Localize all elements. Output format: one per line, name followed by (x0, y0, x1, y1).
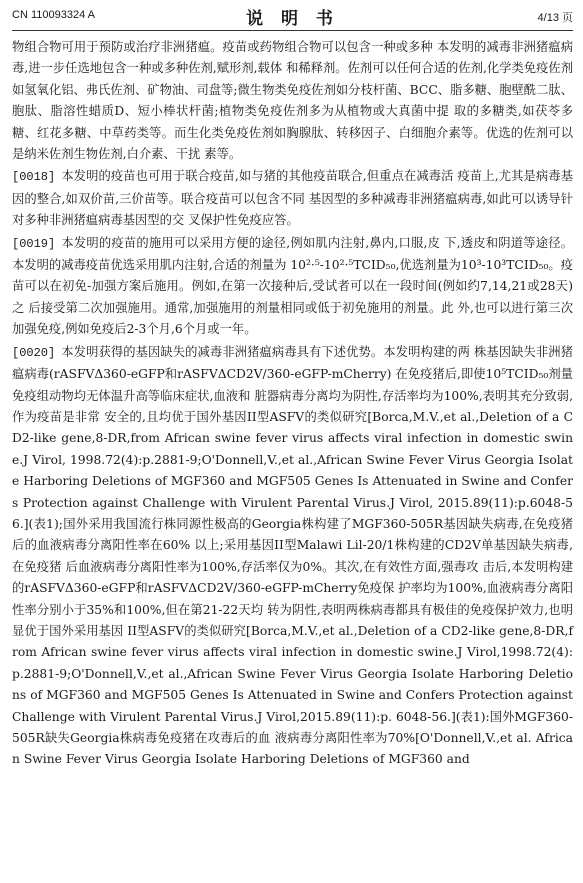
paragraph-continued (12, 37, 573, 165)
paragraph-text: 本发明的疫苗的施用可以采用方便的途径,例如肌内注射,鼻内,口服,皮 下,透皮和阴道等途径。本发明的减毒疫苗优选采用肌内注射,合适的剂量为 10²·⁵-10²·⁵TCID₅₀,优选剂量为10³-10³TCID₅₀。疫苗可以在初免-加强方案后施用。例如,在第一次接种后,受试者可以在一段时间(例如约7,14,21或28天)之 后接受第二次加强施用。通常,加强施用的剂量相同或低于初免施用的剂量。此 外,也可以进行第三次加强免疫,例如免疫后2-3个月,6个月或一年。 (12, 235, 574, 337)
doc-number: CN 110093324 A (12, 9, 95, 21)
paragraph-0020 (12, 342, 573, 771)
paragraph-number: [0019] (12, 236, 56, 251)
paragraph-text: 本发明获得的基因缺失的减毒非洲猪瘟病毒具有下述优势。本发明构建的两 株基因缺失非洲猪瘟病毒(rASFVΔ360-eGFP和rASFVΔCD2V/360-eGFP-mCherry) 在免疫猪后,即使10⁵TCID₅₀剂量免疫组动物均无体温升高等临床症状,血液和 脏器病毒分离均为阴性,存活率均为100%,表明其充分致弱,作为疫苗是非常 安全的,且均优于国外基因II型ASFV的类似研究[Borca,M.V.,et al.,Deletion of a CD2-like gene,8-DR,from African swine fever virus affects viral infection in domestic swine.J Virol, 1998.72(4):p.2881-9;O'Donnell,V.,et al.,African Swine Fever Virus Georgia Isolate Harboring Deletions of MGF360 and MGF505 Genes Is Attenuated in Swine and Confers Protection against Challenge with Virulent Parental Virus.J Virol, 2015.89(11):p.6048-56.](表1);国外采用我国流行株同源性极高的Georgia株构建了MGF360-505R基因缺失病毒,在免疫猪后的血液病毒分离阳性率在60% 以上;采用基因II型Malawi Lil-20/1株构建的CD2V单基因缺失病毒,在免疫猪 后血液病毒分离阳性率为100%,存活率仅为0%。其次,在有效性方面,强毒攻 击后,本发明构建的rASFVΔ360-eGFP和rASFVΔCD2V/360-eGFP-mCherry免疫保 护率均为100%,血液病毒分离阳性率分别小于35%和100%,但在第21-22天均 转为阴性,表明两株病毒都具有极佳的免疫保护效力,也明显优于国外采用基因 II型ASFV的类似研究[Borca,M.V.,et al.,Deletion of a CD2-like gene,8-DR,from African swine fever virus affects viral infection in domestic swine.J Virol,1998.72(4):p.2881-9;O'Donnell,V.,et al.,African Swine Fever Virus Georgia Isolate Harboring Deletions of MGF360 and MGF505 Genes Is Attenuated in Swine and Confers Protection against Challenge with Virulent Parental Virus.J Virol,2015.89(11):p. 6048-56.](表1):国外MGF360-505R缺失Georgia株病毒免疫猪在攻毒后的血 液病毒分离阳性率为70%[O'Donnell,V.,et al. African Swine Fever Virus Georgia Isolate Harboring Deletions of MGF360 and (12, 344, 573, 767)
paragraph-text: 物组合物可用于预防或治疗非洲猪瘟。疫苗或药物组合物可以包含一种或多种 本发明的减毒非洲猪瘟病毒,进一步任选地包含一种或多种佐剂,赋形剂,载体 和稀释剂。佐剂可以任何合适的佐剂,化学类免疫佐剂如氢氧化铝、弗氏佐剂、矿物油、司盘等;微生物类免疫佐剂如分枝杆菌、BCC、脂多糖、胞壁酰二肽、胞肽、脂溶性蜡质D、短小棒状杆菌;植物类免疫佐剂多为从植物或大真菌中提 取的多糖类,如茯苓多糖、红花多糖、中草药类等。而生化类免疫佐剂如胸腺肽、转移因子、白细胞介素等。优选的佐剂可以是纳米佐剂生物佐剂,白介素、干扰 素等。 (12, 40, 573, 162)
paragraph-number: [0020] (12, 345, 56, 360)
page-number: 4/13 页 (537, 12, 573, 24)
paragraph-number: [0018] (12, 170, 56, 185)
paragraph-0019 (12, 233, 573, 341)
document-body (12, 31, 573, 771)
page-title: 说 明 书 (246, 9, 339, 29)
page-header (12, 0, 573, 31)
paragraph-0018 (12, 166, 573, 231)
paragraph-text: 本发明的疫苗也可用于联合疫苗,如与猪的其他疫苗联合,但重点在减毒活 疫苗上,尤其是病毒基因的整合,如双价苗,三价苗等。联合疫苗可以包含不同 基因型的多种减毒非洲猪瘟病毒,如此可以诱导针对多种非洲猪瘟病毒基因型的交 叉保护性免疫应答。 (12, 169, 573, 228)
